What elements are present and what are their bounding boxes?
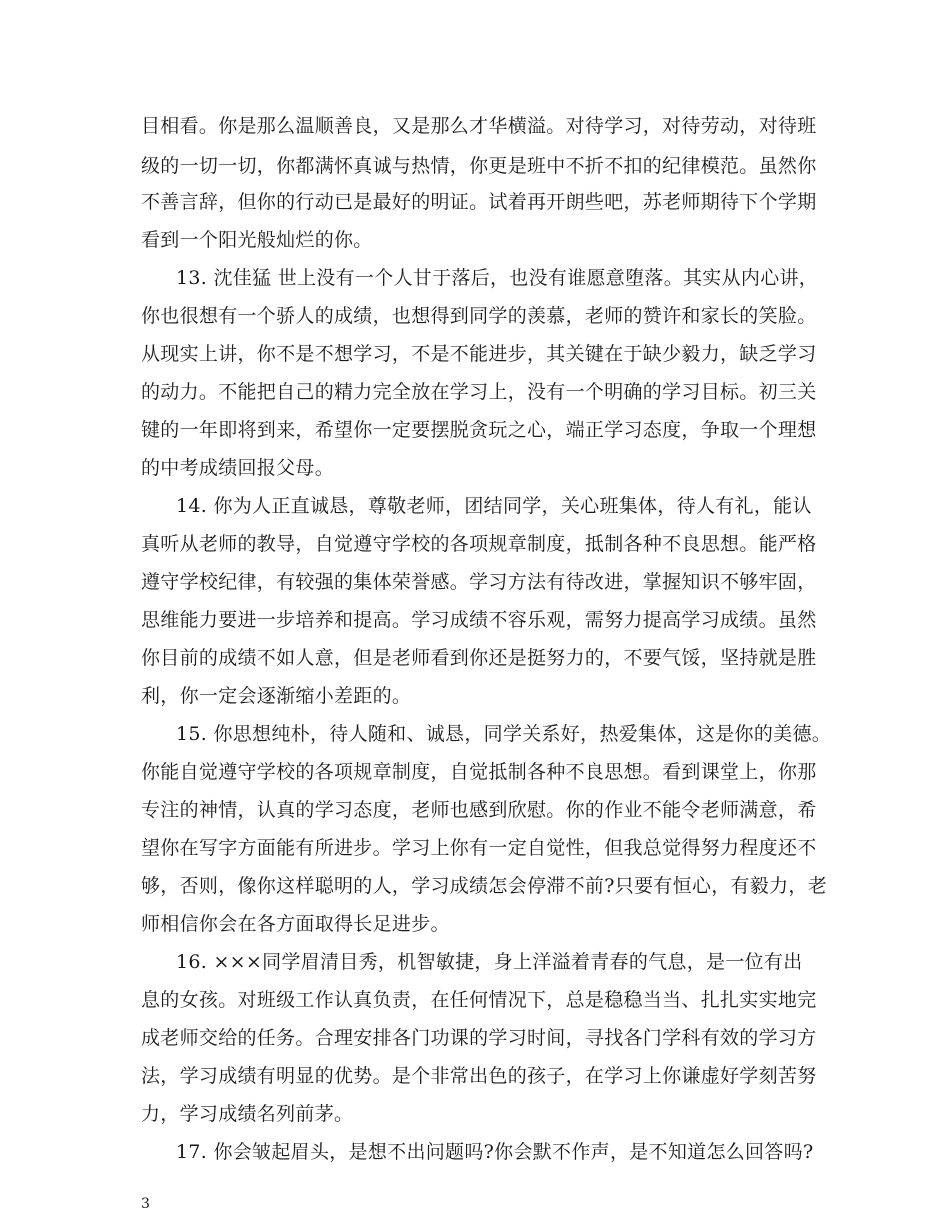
text-line: 成老师交给的任务。合理安排各门功课的学习时间，寻找各门学科有效的学习方 — [141, 1027, 817, 1049]
text-line: 的中考成绩回报父母。 — [141, 457, 335, 479]
paragraph-17-start: 17. 你会皱起眉头，是想不出问题吗?你会默不作声，是不知道怎么回答吗? — [176, 1141, 814, 1163]
text-line: 看到一个阳光般灿烂的你。 — [141, 229, 373, 251]
text-line: 思维能力要进一步培养和提高。学习成绩不容乐观，需努力提高学习成绩。虽然 — [141, 609, 817, 631]
paragraph-15-start: 15. 你思想纯朴，待人随和、诚恳，同学关系好，热爱集体，这是你的美德。 — [176, 723, 832, 745]
text-line: 力，学习成绩名列前茅。 — [141, 1103, 354, 1125]
text-line: 师相信你会在各方面取得长足进步。 — [141, 913, 450, 935]
text-line: 法，学习成绩有明显的优势。是个非常出色的孩子，在学习上你谦虚好学刻苦努 — [141, 1065, 817, 1087]
paragraph-13-start: 13. 沈佳猛 世上没有一个人甘于落后，也没有谁愿意堕落。其实从内心讲， — [176, 267, 819, 289]
text-line: 从现实上讲，你不是不想学习，不是不能进步，其关键在于缺少毅力，缺乏学习 — [141, 343, 817, 365]
page-number: 3 — [141, 1196, 150, 1212]
text-line: 键的一年即将到来，希望你一定要摆脱贪玩之心，端正学习态度，争取一个理想 — [141, 419, 817, 441]
text-line: 专注的神情，认真的学习态度，老师也感到欣慰。你的作业不能令老师满意，希 — [141, 799, 817, 821]
text-line: 够，否则，像你这样聪明的人，学习成绩怎会停滞不前?只要有恒心，有毅力，老 — [141, 875, 827, 897]
text-line: 真听从老师的教导，自觉遵守学校的各项规章制度，抵制各种不良思想。能严格 — [141, 533, 817, 555]
text-line: 遵守学校纪律，有较强的集体荣誉感。学习方法有待改进，掌握知识不够牢固， — [141, 571, 817, 593]
paragraph-16-start: 16. ×××同学眉清目秀，机智敏捷，身上洋溢着青春的气息，是一位有出 — [176, 951, 803, 973]
text-line: 望你在写字方面能有所进步。学习上你有一定自觉性，但我总觉得努力程度还不 — [141, 837, 817, 859]
text-line: 你也很想有一个骄人的成绩，也想得到同学的羡慕，老师的赞许和家长的笑脸。 — [141, 305, 817, 327]
text-line: 的动力。不能把自己的精力完全放在学习上，没有一个明确的学习目标。初三关 — [141, 381, 817, 403]
text-line: 息的女孩。对班级工作认真负责，在任何情况下，总是稳稳当当、扎扎实实地完 — [141, 989, 817, 1011]
text-line: 利，你一定会逐渐缩小差距的。 — [141, 685, 412, 707]
text-line: 级的一切一切，你都满怀真诚与热情，你更是班中不折不扣的纪律模范。虽然你 — [141, 155, 817, 177]
text-line: 不善言辞，但你的行动已是最好的明证。试着再开朗些吧，苏老师期待下个学期 — [141, 191, 817, 213]
text-line: 你目前的成绩不如人意，但是老师看到你还是挺努力的，不要气馁，坚持就是胜 — [141, 647, 817, 669]
paragraph-14-start: 14. 你为人正直诚恳，尊敬老师，团结同学，关心班集体，待人有礼，能认 — [176, 495, 812, 517]
text-line: 你能自觉遵守学校的各项规章制度，自觉抵制各种不良思想。看到课堂上，你那 — [141, 761, 817, 783]
text-line: 目相看。你是那么温顺善良，又是那么才华横溢。对待学习，对待劳动，对待班 — [141, 115, 817, 137]
